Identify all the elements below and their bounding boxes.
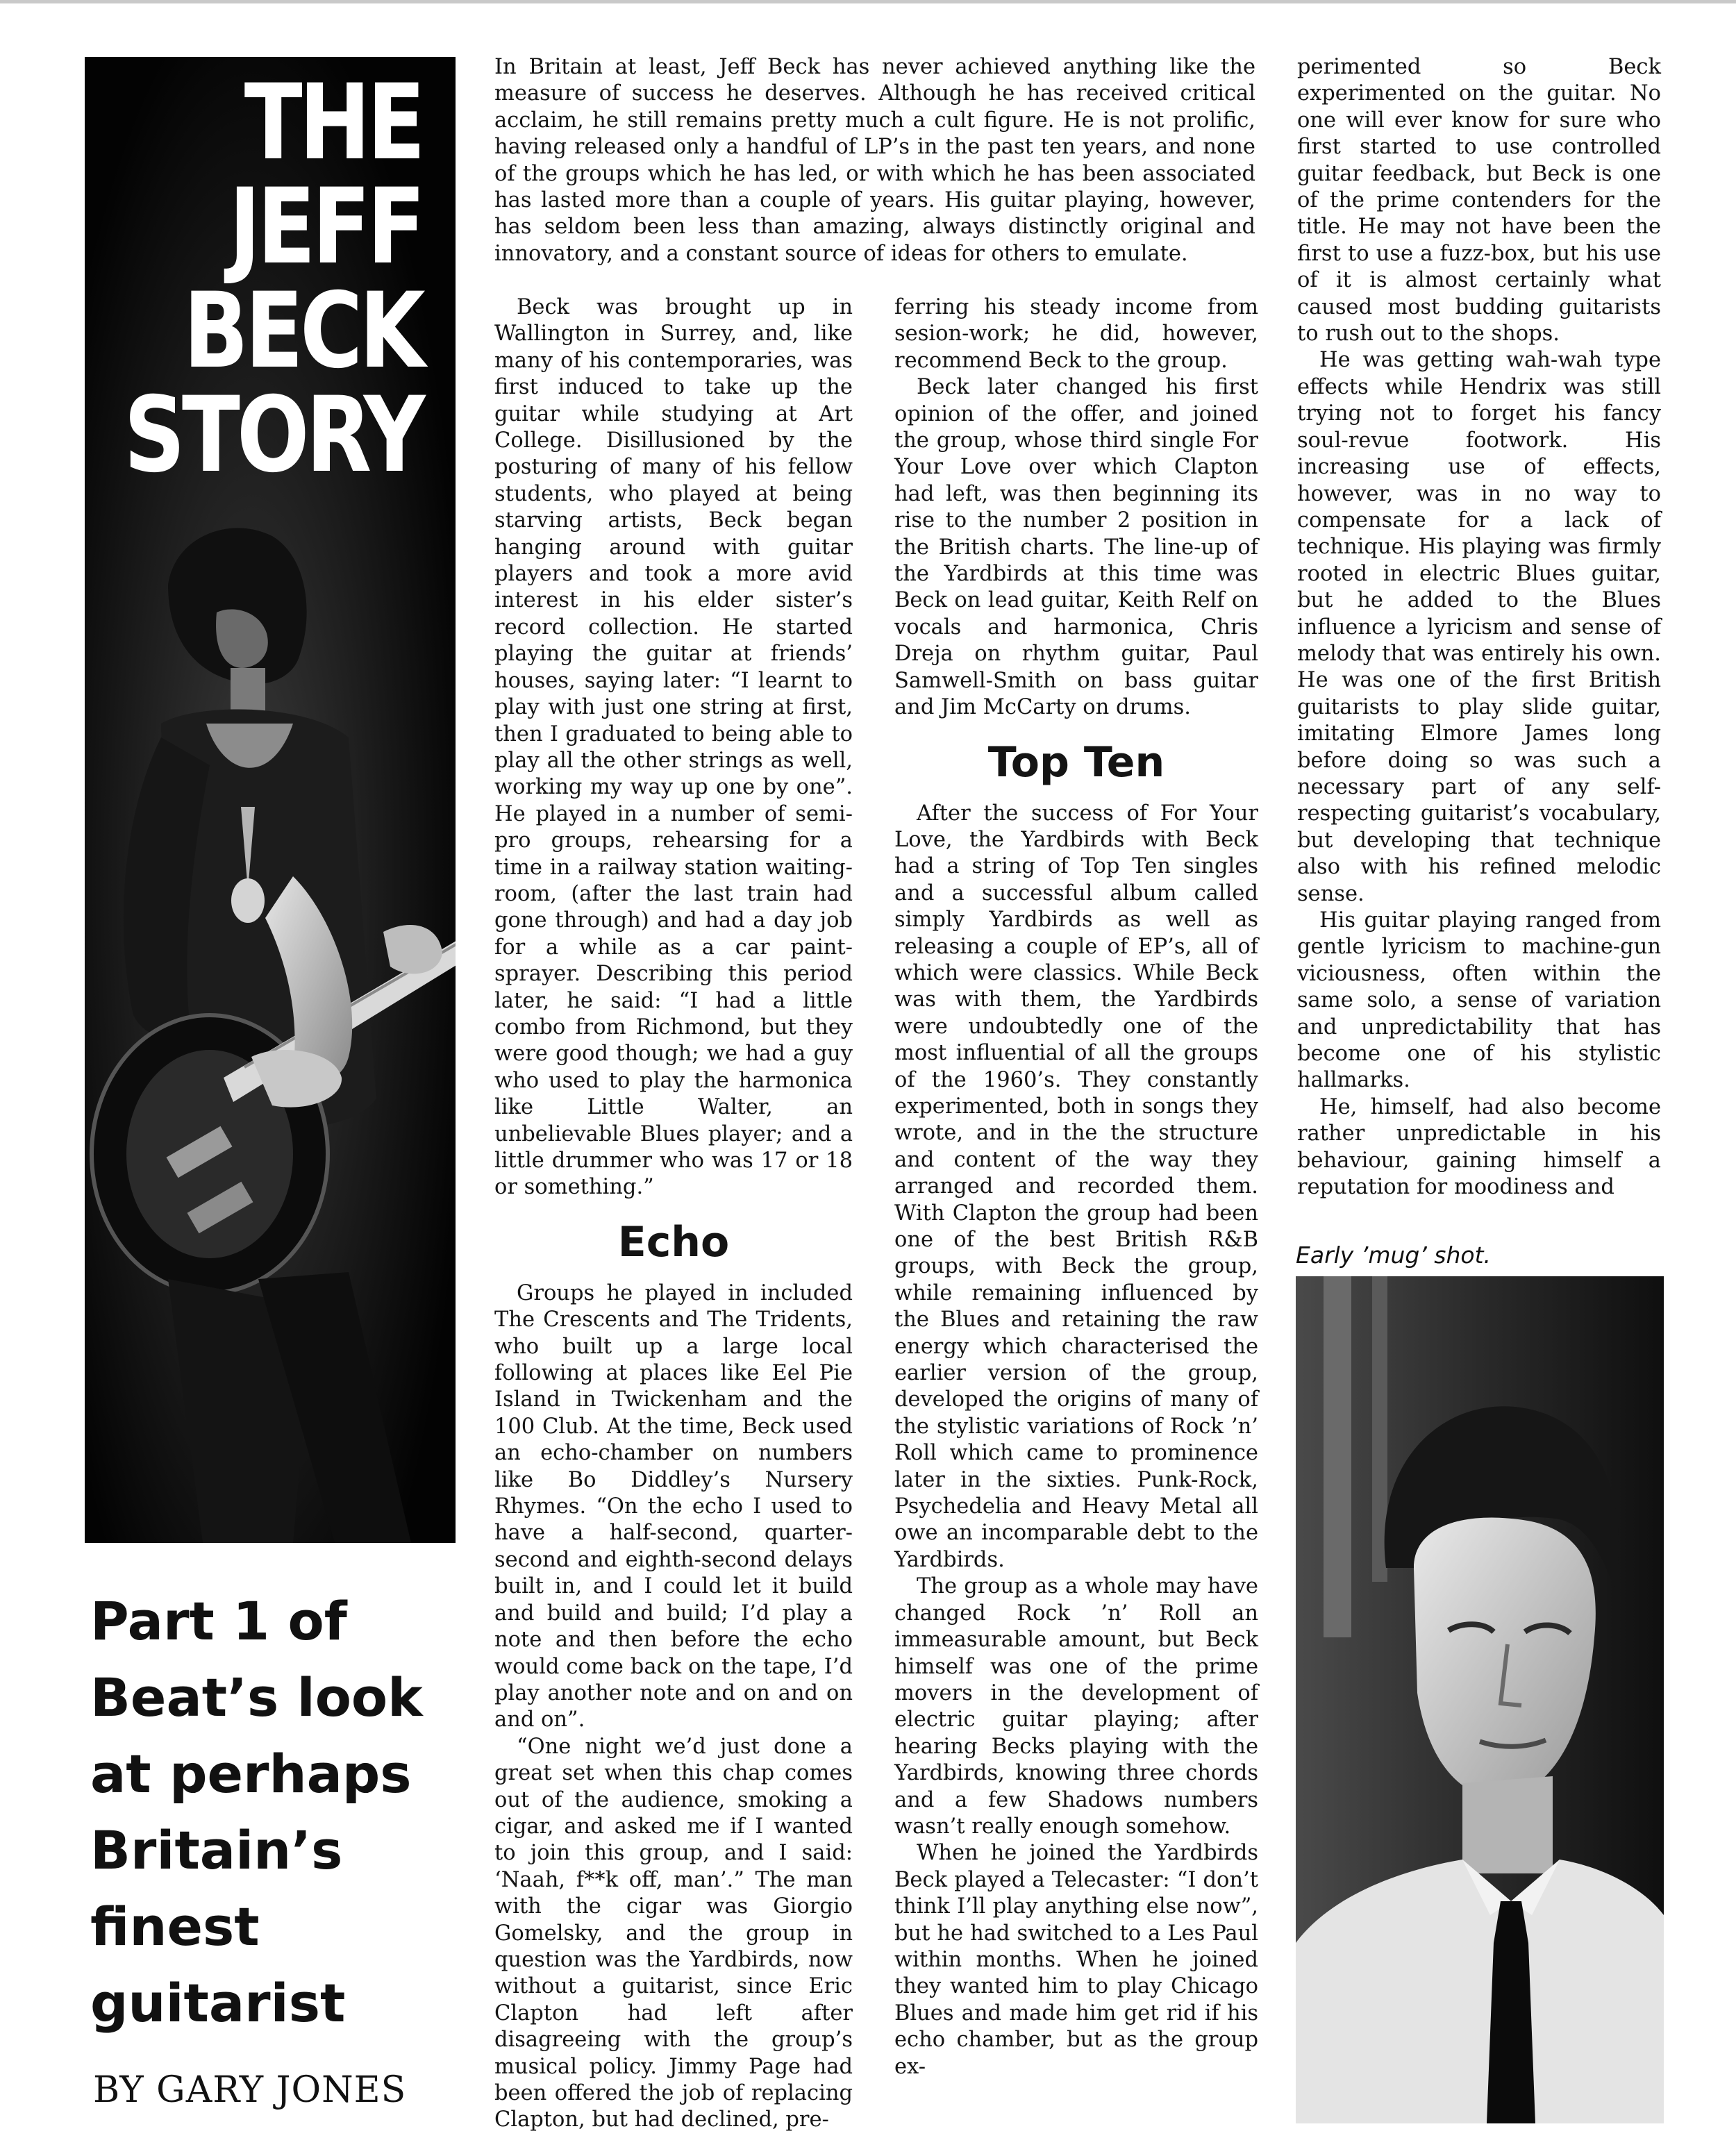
article-column-3 [1297,54,1661,1201]
paragraph: His guitar playing ranged from gentle lyricism to machine-gun viciousness, often within the same solo, a sense of variation and unpredictability that has become one of his stylistic hallmarks. [1297,908,1661,1093]
paragraph: After the success of For Your Love, the Yardbirds with Beck had a string of Top Ten singles and a successful album called simply Yardbirds as well as releasing a couple of EP’s, all of which were classics. While Beck was with them, the Yardbirds were undoubtedly one of the most influential of all the groups of the 1960’s. They constantly experimented, both in songs they wrote, and in the the structure and content of the way they arranged and recorded them. With Clapton the group had been one of the best British R&B groups, with Beck the group, while remaining influenced by the Blues and retaining the raw energy which characterised the earlier version of the group, developed the origins of many of the stylistic variations of Rock ’n’ Roll which came to prominence later in the sixties. Punk-Rock, Psychedelia and Heavy Metal all owe an incomparable debt to the Yardbirds. [894,801,1258,1572]
intro-paragraph [494,54,1255,267]
paragraph: Beck later changed his first opinion of the offer, and joined the group, whose third single For Your Love over which Clapton had left, was then beginning its rise to the number 2 position in the British charts. The line-up of the Yardbirds at this time was Beck on lead guitar, Keith Relf on vocals and harmonica, Chris Dreja on rhythm guitar, Paul Samwell-Smith on bass guitar and Jim McCarty on drums. [894,375,1258,720]
paragraph: ferring his steady income from sesion-work; he did, however, recommend Beck to the group. [894,295,1258,373]
byline: BY GARY JONES [93,2069,407,2111]
paragraph: He was getting wah-wah type effects while Hendrix was still trying not to forget his fancy soul-revue footwork. His increasing use of effects, however, was in no way to compensate for a lack of technique. His playing was firmly rooted in electric Blues guitar, but he added to the Blues influence a lyricism and sense of melody that was entirely his own. He was one of the first British guitarists to play slide guitar, imitating Elmore James long before doing so was such a necessary part of any self-respecting guitarist’s vocabulary, but developing that technique also with his refined melodic sense. [1297,348,1661,906]
subhead-line: at perhaps [90,1743,412,1805]
paragraph: Beck was brought up in Wallington in Surrey, and, like many of his contemporaries, was first induced to take up the guitar while studying at Art College. Disillusioned by the posturing of many of his fellow students, who played at being starving artists, Beck began hanging around with guitar players and took a more avid interest in his elder sister’s record collection. He started playing the guitar at friends’ houses, saying later: “I learnt to play with just one string at first, then I graduated to being able to play all the other strings as well, working my way up one by one”. He played in a number of semi-pro groups, rehearsing for a time in a railway station waiting-room, (after the last train had gone through) and had a day job for a while as a car paint-sprayer. Describing this period later, he said: “I had a little combo from Richmond, but they were good though; we had a guy who used to play the harmonica like Little Walter, an unbelievable Blues player; and a little drummer who was 17 or 18 or something.” [494,295,853,1200]
subhead-line: guitarist [90,1972,346,2034]
subhead-line: Britain’s [90,1819,343,1881]
paragraph: When he joined the Yardbirds Beck played a Telecaster: “I don’t think I’ll play anything else now”, but he had switched to a Les Paul within months. When he joined they wanted him to play Chicago Blues and made him get rid if his echo chamber, but as the group ex- [894,1841,1258,2079]
paragraph: The group as a whole may have changed Rock ’n’ Roll an immeasurable amount, but Beck himself was one of the prime movers in the development of electric guitar playing; after hearing Becks playing with the Yardbirds, knowing three chords and a few Shadows numbers wasn’t really enough somehow. [894,1574,1258,1839]
headline [124,62,422,496]
paragraph: He, himself, had also become rather unpredictable in his behaviour, gaining himself a reputation for moodiness and [1297,1094,1661,1200]
headline-line: BECK [183,271,422,392]
headline-line: THE [244,62,422,183]
headline-line: STORY [124,375,422,496]
paragraph: “One night we’d just done a great set when this chap comes out of the audience, smoking a cigar, and asked me if I wanted to join this group, and I said: ‘Naah, f**k off, man’.” The man with the cigar was Giorgio Gomelsky, and the group in question was the Yardbirds, now without a guitarist, since Eric Clapton had left after disagreeing with the group’s musical policy. Jimmy Page had been offered the job of replacing Clapton, but had declined, pre- [494,1734,853,2132]
section-heading-echo: Echo [617,1217,730,1267]
subhead-line: Part 1 of [90,1590,347,1652]
photo-caption: Early ’mug’ shot. [1296,1242,1492,1269]
top-rule [0,0,1736,3]
section-heading-top-ten: Top Ten [987,737,1165,787]
paragraph: Groups he played in included The Crescents and The Tridents, who built up a large local following at places like Eel Pie Island in Twickenham and the 100 Club. At the time, Beck used an echo-chamber on numbers like Bo Diddley’s Nursery Rhymes. “On the echo I used to have a half-second, quarter-second and eighth-second delays built in, and I could let it build and build and build; I’d play a note and then before the echo would come back on the tape, I’d play another note and on and on and on”. [494,1280,853,1732]
article-column-2 [894,294,1258,2080]
subhead-line: finest [90,1896,260,1957]
intro-text: In Britain at least, Jeff Beck has never achieved anything like the measure of success he deserves. Although he has received critical acclaim, he still remains pretty much a cult figure. He is not prolific, having released only a handful of LP’s in the past ten years, and none of the groups which he has led, or with which he has been associated has lasted more than a couple of years. His guitar playing, however, has seldom been less than amazing, always distinctly original and innovatory, and a constant source of ideas for others to emulate. [494,55,1255,266]
portrait-photo [1296,1276,1664,2123]
paragraph: perimented so Beck experimented on the guitar. No one will ever know for sure who first started to use controlled guitar feedback, but Beck is one of the prime contenders for the title. He may not have been the first to use a fuzz-box, but his use of it is almost certainly what caused most budding guitarists to rush out to the shops. [1297,55,1661,346]
subhead-line: Beat’s look [90,1667,423,1728]
hero-photo [85,57,456,1543]
article-column-1 [494,294,853,2134]
headline-line: JEFF [228,167,422,287]
subhead [90,1583,465,2041]
portrait-illustration [1296,1276,1664,2123]
